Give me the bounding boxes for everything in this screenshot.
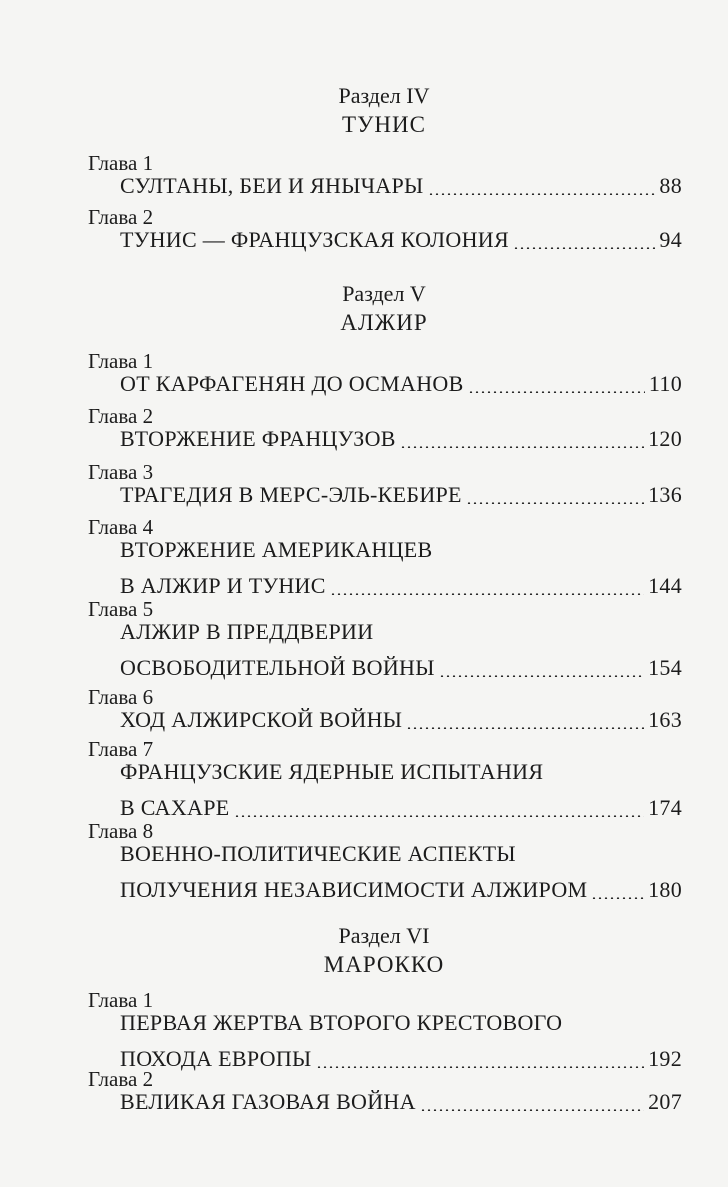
toc-entry[interactable] bbox=[120, 477, 682, 513]
dot-leader bbox=[468, 391, 645, 393]
toc-entry-line bbox=[120, 168, 682, 204]
section-heading bbox=[0, 82, 728, 140]
dot-leader bbox=[428, 193, 656, 195]
toc-entry[interactable] bbox=[120, 702, 682, 738]
toc-entry[interactable] bbox=[120, 366, 682, 402]
toc-entry-line bbox=[120, 702, 682, 738]
chapter-label: Глава 5 bbox=[88, 597, 154, 621]
page-number: 120 bbox=[648, 426, 682, 451]
toc-entry-line bbox=[120, 790, 682, 826]
page-number: 174 bbox=[648, 795, 682, 820]
toc-entry[interactable] bbox=[120, 836, 682, 908]
chapter-label: Глава 1 bbox=[88, 151, 154, 175]
toc-entry-line bbox=[120, 836, 682, 872]
chapter-title: ВОЕННО-ПОЛИТИЧЕСКИЕ АСПЕКТЫ bbox=[120, 841, 516, 866]
toc-entry-line bbox=[120, 1005, 682, 1041]
chapter-label: Глава 2 bbox=[88, 404, 154, 428]
toc-entry-line bbox=[120, 532, 682, 568]
chapter-title: ВТОРЖЕНИЕ ФРАНЦУЗОВ bbox=[120, 426, 396, 451]
chapter-title: ТУНИС — ФРАНЦУЗСКАЯ КОЛОНИЯ bbox=[120, 227, 509, 252]
chapter-label: Глава 2 bbox=[88, 205, 154, 229]
toc-entry-line bbox=[120, 614, 682, 650]
section-label: Раздел IV bbox=[338, 83, 430, 108]
section-title: ТУНИС bbox=[342, 112, 426, 137]
page-number: 110 bbox=[648, 371, 682, 396]
section-heading bbox=[0, 922, 728, 980]
section-title: АЛЖИР bbox=[340, 310, 428, 335]
toc-entry-line bbox=[120, 754, 682, 790]
toc-entry[interactable] bbox=[120, 1005, 682, 1077]
toc-entry[interactable] bbox=[120, 754, 682, 826]
dot-leader bbox=[439, 675, 644, 677]
chapter-title: ХОД АЛЖИРСКОЙ ВОЙНЫ bbox=[120, 707, 403, 732]
dot-leader bbox=[330, 593, 644, 595]
toc-entry[interactable] bbox=[120, 532, 682, 604]
toc-entry-line bbox=[120, 366, 682, 402]
chapter-title: В АЛЖИР И ТУНИС bbox=[120, 573, 326, 598]
section-title: МАРОККО bbox=[323, 952, 445, 977]
dot-leader bbox=[591, 897, 644, 899]
chapter-title: ПОХОДА ЕВРОПЫ bbox=[120, 1046, 312, 1071]
toc-entry-line bbox=[120, 650, 682, 686]
toc-entry-line bbox=[120, 872, 682, 908]
chapter-title: ОТ КАРФАГЕНЯН ДО ОСМАНОВ bbox=[120, 371, 464, 396]
chapter-label: Глава 2 bbox=[88, 1067, 154, 1091]
section-label: Раздел VI bbox=[338, 923, 430, 948]
chapter-title: ВЕЛИКАЯ ГАЗОВАЯ ВОЙНА bbox=[120, 1089, 416, 1114]
page-number: 144 bbox=[648, 573, 682, 598]
dot-leader bbox=[466, 502, 644, 504]
chapter-label: Глава 6 bbox=[88, 685, 154, 709]
toc-entry-line bbox=[120, 568, 682, 604]
chapter-label: Глава 1 bbox=[88, 988, 154, 1012]
dot-leader bbox=[406, 727, 644, 729]
chapter-label: Глава 1 bbox=[88, 349, 154, 373]
chapter-title: В САХАРЕ bbox=[120, 795, 230, 820]
chapter-label: Глава 7 bbox=[88, 737, 154, 761]
chapter-title: АЛЖИР В ПРЕДДВЕРИИ bbox=[120, 619, 374, 644]
chapter-title: СУЛТАНЫ, БЕИ И ЯНЫЧАРЫ bbox=[120, 173, 424, 198]
chapter-label: Глава 8 bbox=[88, 819, 154, 843]
toc-entry-line bbox=[120, 477, 682, 513]
page-number: 163 bbox=[648, 707, 682, 732]
toc-entry[interactable] bbox=[120, 614, 682, 686]
section-label: Раздел V bbox=[342, 281, 426, 306]
page-number: 207 bbox=[648, 1089, 682, 1114]
page-number: 88 bbox=[659, 173, 682, 198]
dot-leader bbox=[513, 247, 655, 249]
chapter-title: ПОЛУЧЕНИЯ НЕЗАВИСИМОСТИ АЛЖИРОМ bbox=[120, 877, 588, 902]
dot-leader bbox=[420, 1109, 644, 1111]
toc-entry[interactable] bbox=[120, 421, 682, 457]
page-number: 192 bbox=[648, 1046, 682, 1071]
chapter-title: ПЕРВАЯ ЖЕРТВА ВТОРОГО КРЕСТОВОГО bbox=[120, 1010, 563, 1035]
chapter-title: ТРАГЕДИЯ В МЕРС-ЭЛЬ-КЕБИРЕ bbox=[120, 482, 462, 507]
dot-leader bbox=[400, 446, 644, 448]
section-heading bbox=[0, 280, 728, 338]
chapter-title: ФРАНЦУЗСКИЕ ЯДЕРНЫЕ ИСПЫТАНИЯ bbox=[120, 759, 544, 784]
chapter-label: Глава 3 bbox=[88, 460, 154, 484]
dot-leader bbox=[316, 1066, 645, 1068]
page-number: 136 bbox=[648, 482, 682, 507]
toc-entry-line bbox=[120, 421, 682, 457]
page-number: 180 bbox=[648, 877, 682, 902]
toc-entry[interactable] bbox=[120, 1084, 682, 1120]
toc-entry-line bbox=[120, 1041, 682, 1077]
chapter-label: Глава 4 bbox=[88, 515, 154, 539]
page-number: 154 bbox=[648, 655, 682, 680]
toc-entry[interactable] bbox=[120, 168, 682, 204]
chapter-title: ВТОРЖЕНИЕ АМЕРИКАНЦЕВ bbox=[120, 537, 433, 562]
chapter-title: ОСВОБОДИТЕЛЬНОЙ ВОЙНЫ bbox=[120, 655, 435, 680]
toc-entry[interactable] bbox=[120, 222, 682, 258]
toc-entry-line bbox=[120, 1084, 682, 1120]
dot-leader bbox=[234, 815, 645, 817]
toc-entry-line bbox=[120, 222, 682, 258]
page-number: 94 bbox=[659, 227, 682, 252]
